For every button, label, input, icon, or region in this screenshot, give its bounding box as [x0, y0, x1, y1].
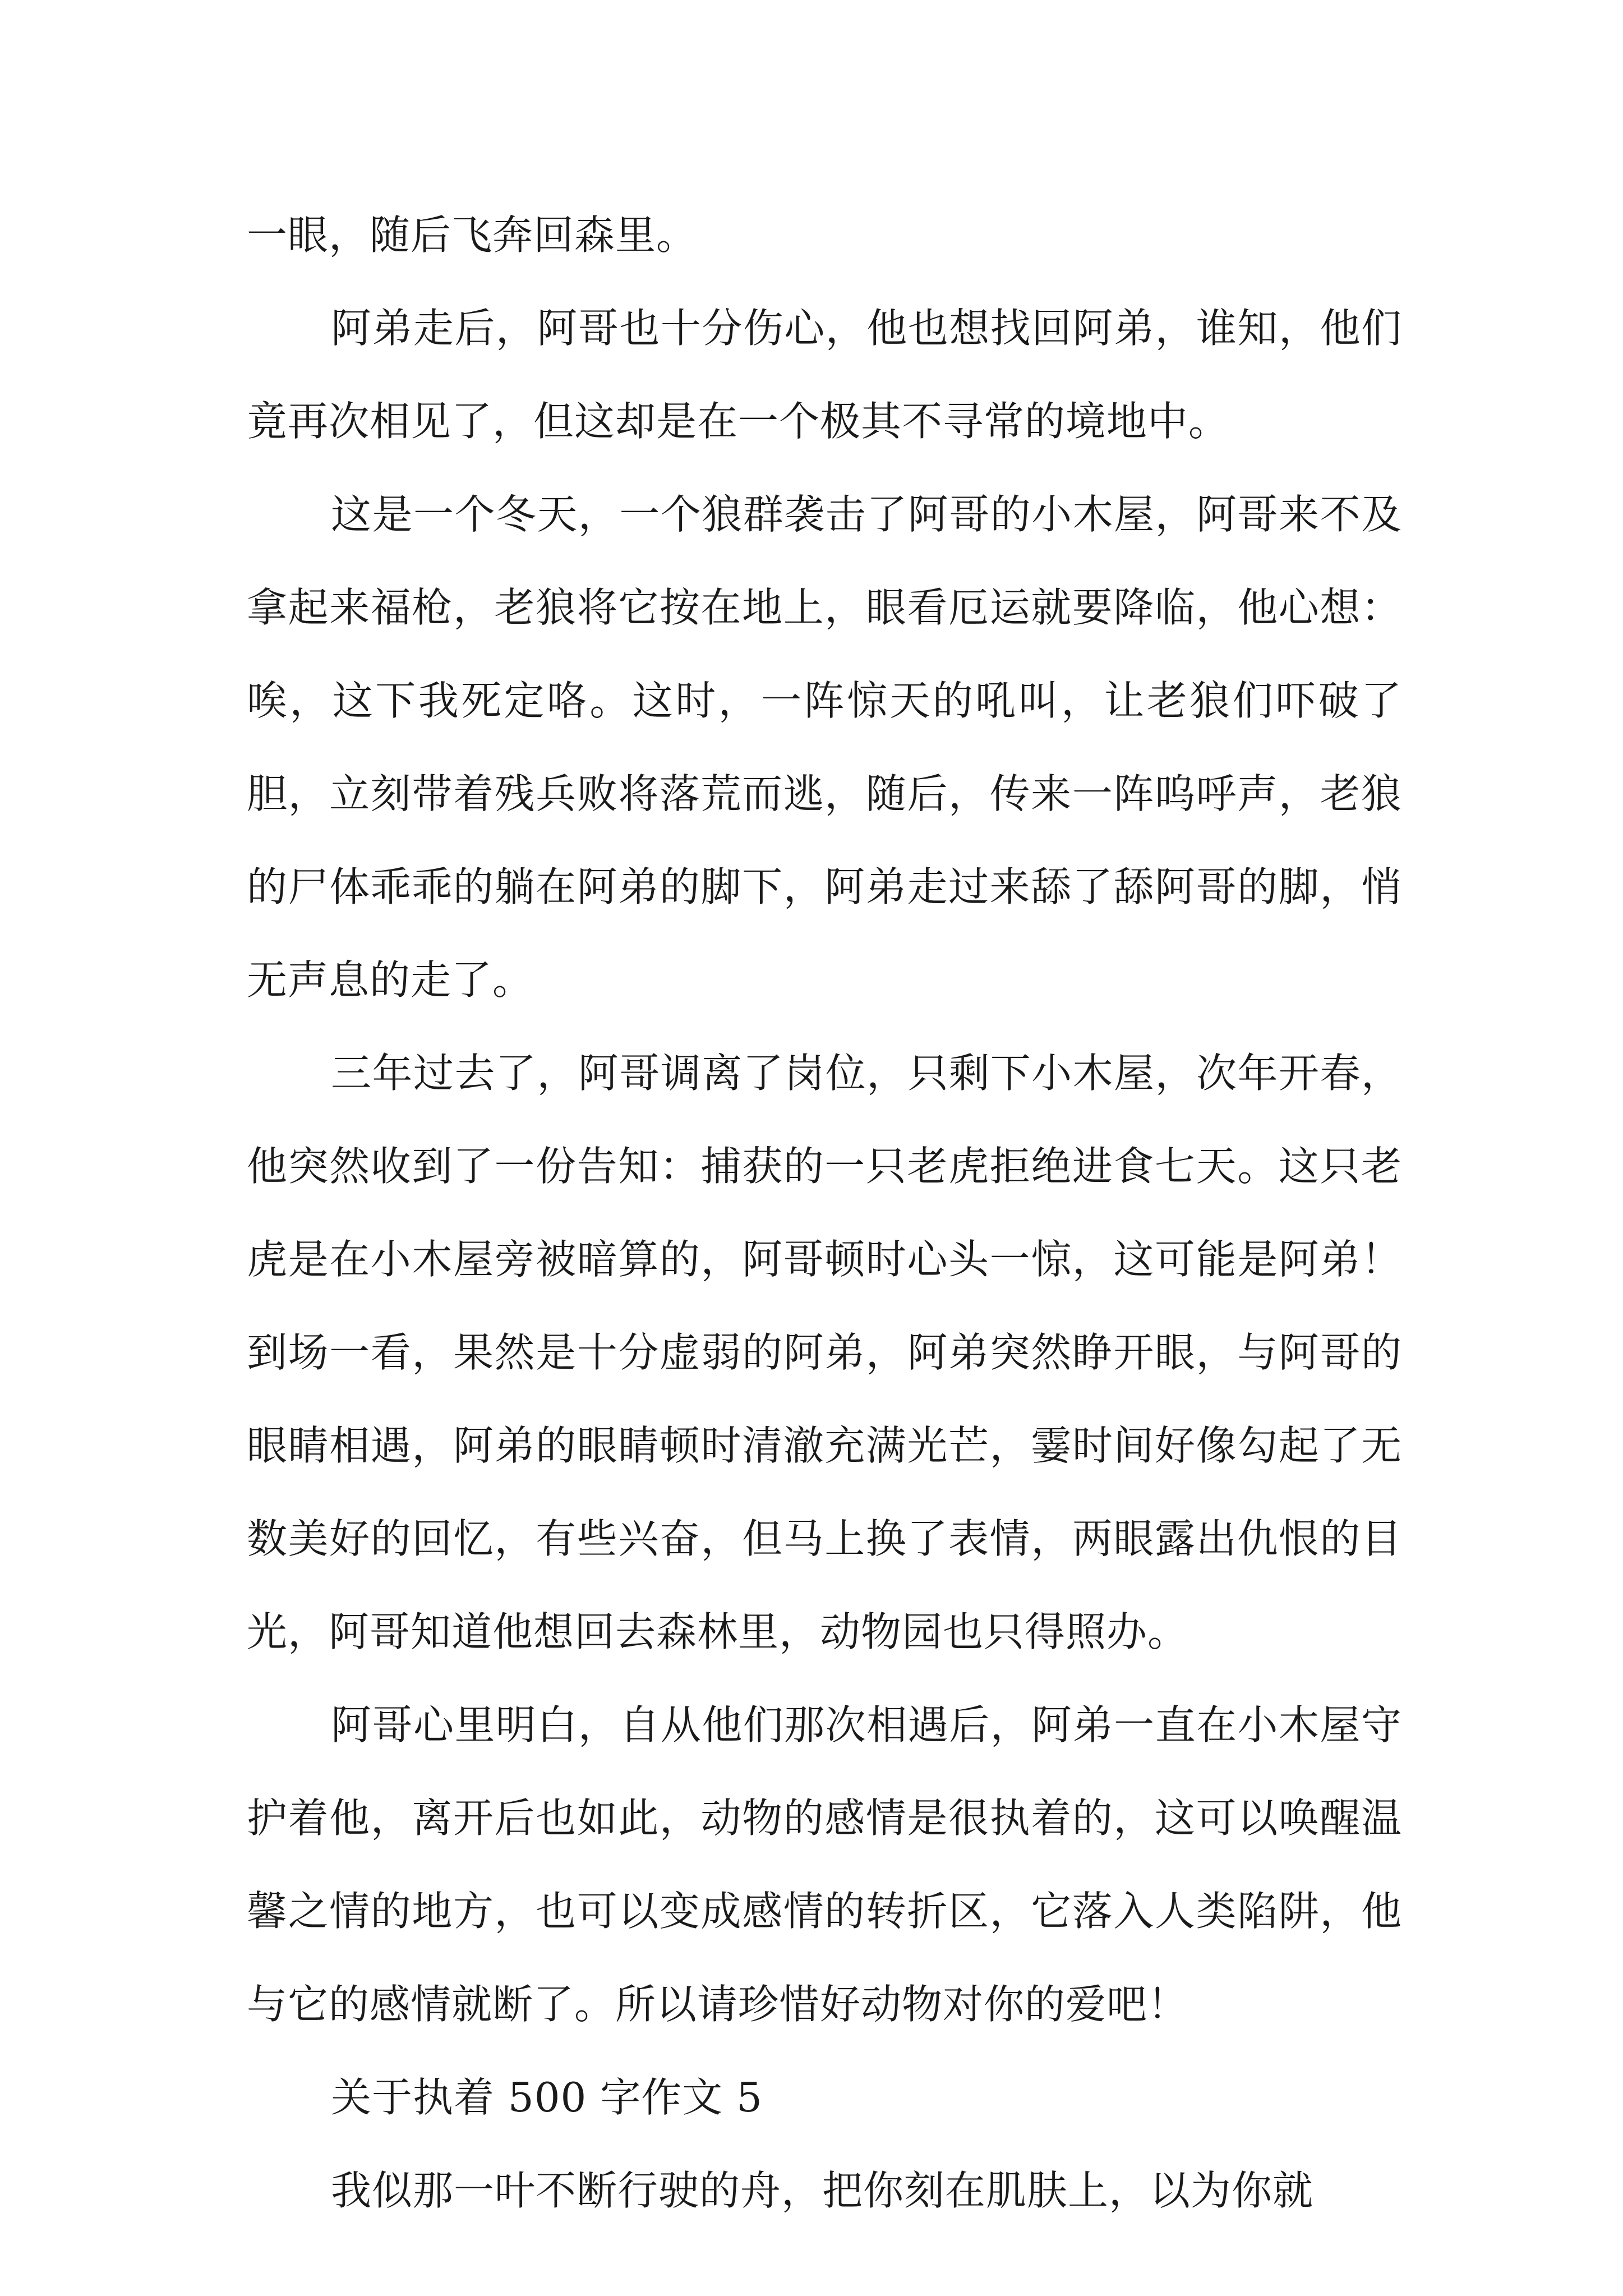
- paragraph-final: 我似那一叶不断行驶的舟，把你刻在肌肤上，以为你就: [331, 2167, 1314, 2214]
- document-body: [247, 188, 1402, 2237]
- paragraph: 阿弟走后，阿哥也十分伤心，他也想找回阿弟，谁知，他们竟再次相见了，但这却是在一个极其不寻常的境地中。: [247, 305, 1402, 445]
- paragraph-continuation: 一眼，随后飞奔回森里。: [247, 211, 698, 259]
- paragraph: 阿哥心里明白，自从他们那次相遇后，阿弟一直在小木屋守护着他，离开后也如此，动物的感情是很执着的，这可以唤醒温馨之情的地方，也可以变成感情的转折区，它落入人类陷阱，他与它的感情就断了。所以请珍惜好动物对你的爱吧！: [247, 1701, 1402, 2028]
- section-heading: 关于执着 500 字作文 5: [331, 2074, 763, 2121]
- paragraph: 三年过去了，阿哥调离了岗位，只剩下小木屋，次年开春，他突然收到了一份告知：捕获的一只老虎拒绝进食七天。这只老虎是在小木屋旁被暗算的，阿哥顿时心头一惊，这可能是阿弟！到场一看，果然是十分虚弱的阿弟，阿弟突然睁开眼，与阿哥的眼睛相遇，阿弟的眼睛顿时清澈充满光芒，霎时间好像勾起了无数美好的回忆，有些兴奋，但马上换了表情，两眼露出仇恨的目光，阿哥知道他想回去森林里，动物园也只得照办。: [247, 1050, 1402, 1655]
- paragraph: 这是一个冬天，一个狼群袭击了阿哥的小木屋，阿哥来不及拿起来福枪，老狼将它按在地上，眼看厄运就要降临，他心想：唉，这下我死定咯。这时，一阵惊天的吼叫，让老狼们吓破了胆，立刻带着残兵败将落荒而逃，随后，传来一阵呜呼声，老狼的尸体乖乖的躺在阿弟的脚下，阿弟走过来舔了舔阿哥的脚，悄无声息的走了。: [247, 491, 1402, 1004]
